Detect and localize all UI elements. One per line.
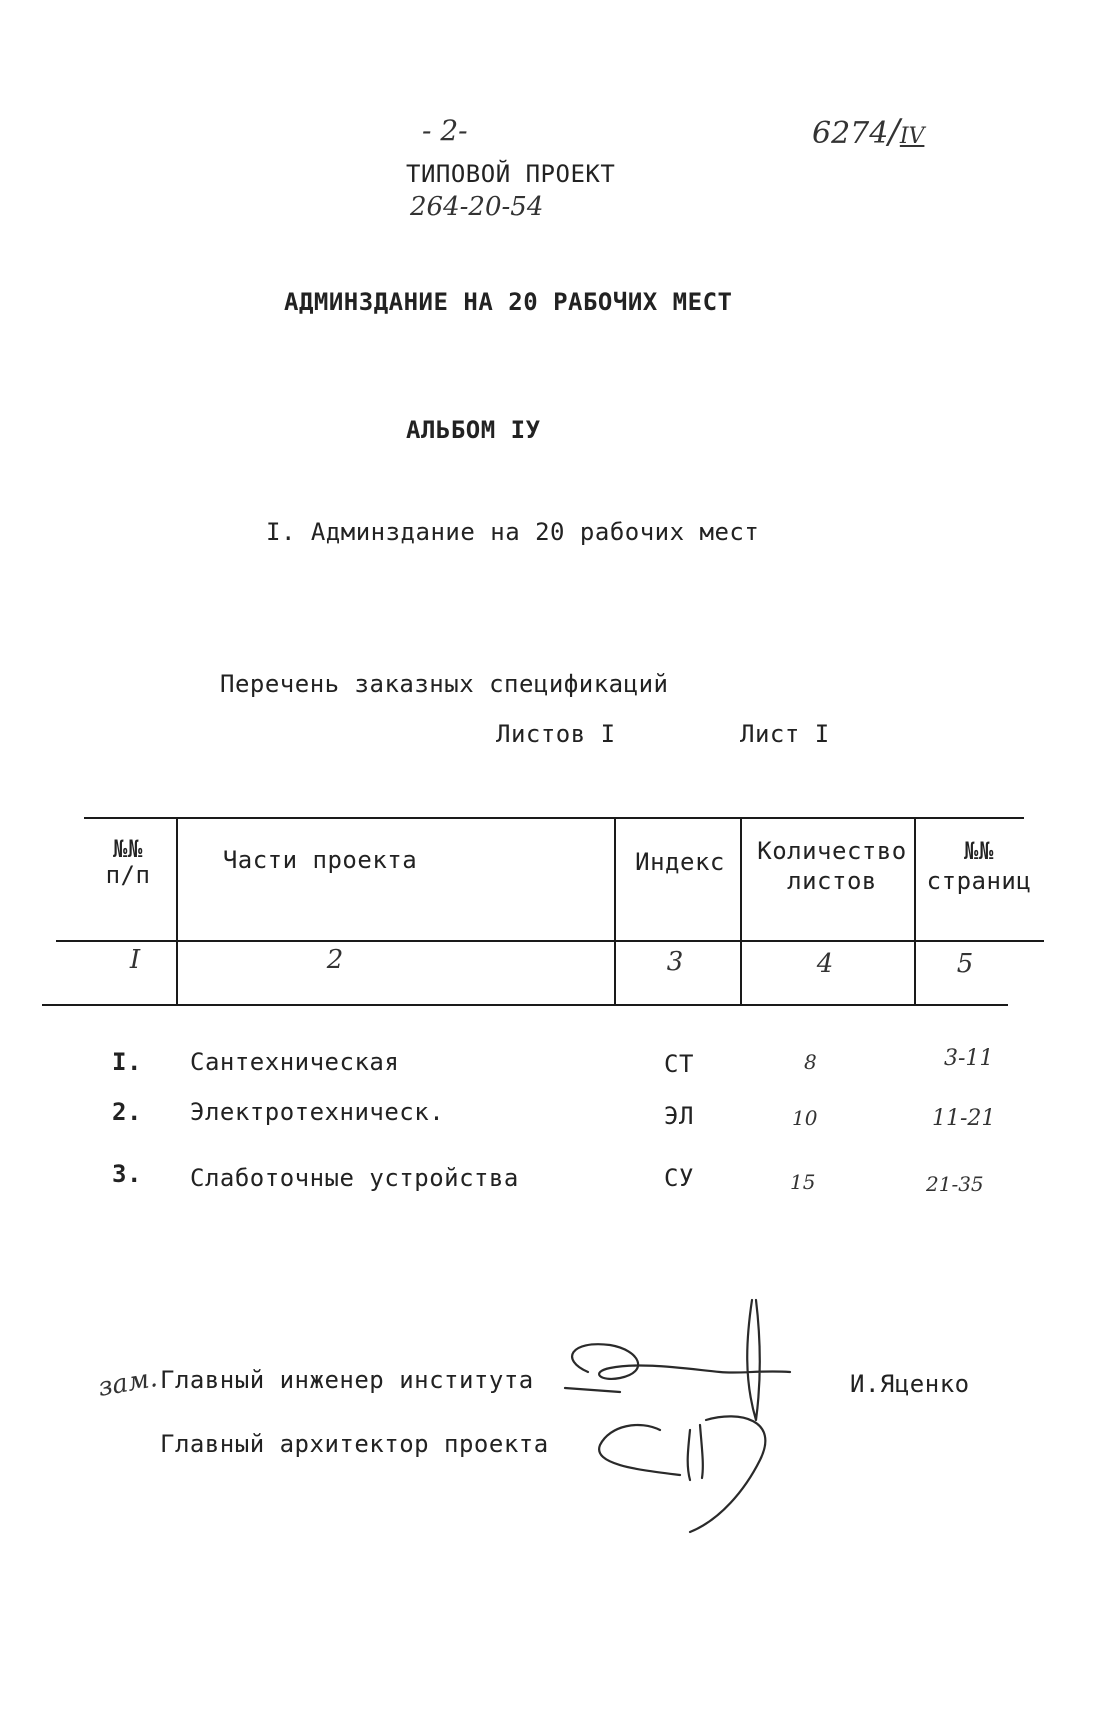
colnum-5: 5 xyxy=(956,949,974,979)
row-num: I. xyxy=(112,1048,142,1076)
colnum-2: 2 xyxy=(326,945,344,975)
section-title: I. Админздание на 20 рабочих мест xyxy=(266,518,760,546)
colnum-4: 4 xyxy=(816,949,834,979)
signature-prefix: зам. xyxy=(95,1363,160,1403)
colnum-3: 3 xyxy=(666,947,684,977)
list-title: Перечень заказных спецификаций xyxy=(220,670,669,698)
archive-number: 6274/IV xyxy=(812,112,925,152)
document-title: АДМИНЗДАНИЕ НА 20 РАБОЧИХ МЕСТ xyxy=(284,288,733,316)
header-sheets: Количество листов xyxy=(757,837,907,895)
row-sheets: 8 xyxy=(804,1050,817,1074)
engineer-signature xyxy=(565,1300,790,1420)
album-label: АЛЬБОМ IУ xyxy=(406,416,541,444)
row-pages: 11-21 xyxy=(932,1106,996,1131)
sheets-total: Листов I xyxy=(496,720,616,748)
row-part: Сантехническая xyxy=(190,1048,400,1076)
header-pages: №№ страниц xyxy=(926,837,1032,895)
chief-engineer-name: И.Яценко xyxy=(850,1370,970,1398)
row-num: 2. xyxy=(112,1098,142,1126)
row-part: Слаботочные устройства xyxy=(190,1164,519,1192)
chief-architect-label: Главный архитектор проекта xyxy=(160,1430,549,1458)
row-index: ЭЛ xyxy=(664,1102,694,1130)
project-code: 264-20-54 xyxy=(410,192,544,222)
sheet-current: Лист I xyxy=(740,720,830,748)
header-part: Части проекта xyxy=(222,846,418,874)
row-pages: 3-11 xyxy=(944,1046,994,1071)
chief-engineer-label: Главный инженер института xyxy=(160,1366,534,1394)
archive-number-main: 6274 xyxy=(812,116,889,151)
page-number: - 2- xyxy=(422,114,468,147)
row-index: СУ xyxy=(664,1164,694,1192)
header-index: Индекс xyxy=(635,848,725,876)
archive-album: IV xyxy=(899,124,925,149)
colnum-1: I xyxy=(129,945,141,975)
architect-signature xyxy=(599,1416,765,1532)
project-label: ТИПОВОЙ ПРОЕКТ xyxy=(406,160,616,188)
header-num: №№ п/п xyxy=(105,835,151,889)
row-sheets: 10 xyxy=(792,1106,818,1130)
row-sheets: 15 xyxy=(790,1170,816,1194)
row-pages: 21-35 xyxy=(926,1172,984,1196)
row-num: 3. xyxy=(112,1160,142,1188)
row-part: Электротехническ. xyxy=(190,1098,445,1126)
row-index: СТ xyxy=(664,1050,694,1078)
